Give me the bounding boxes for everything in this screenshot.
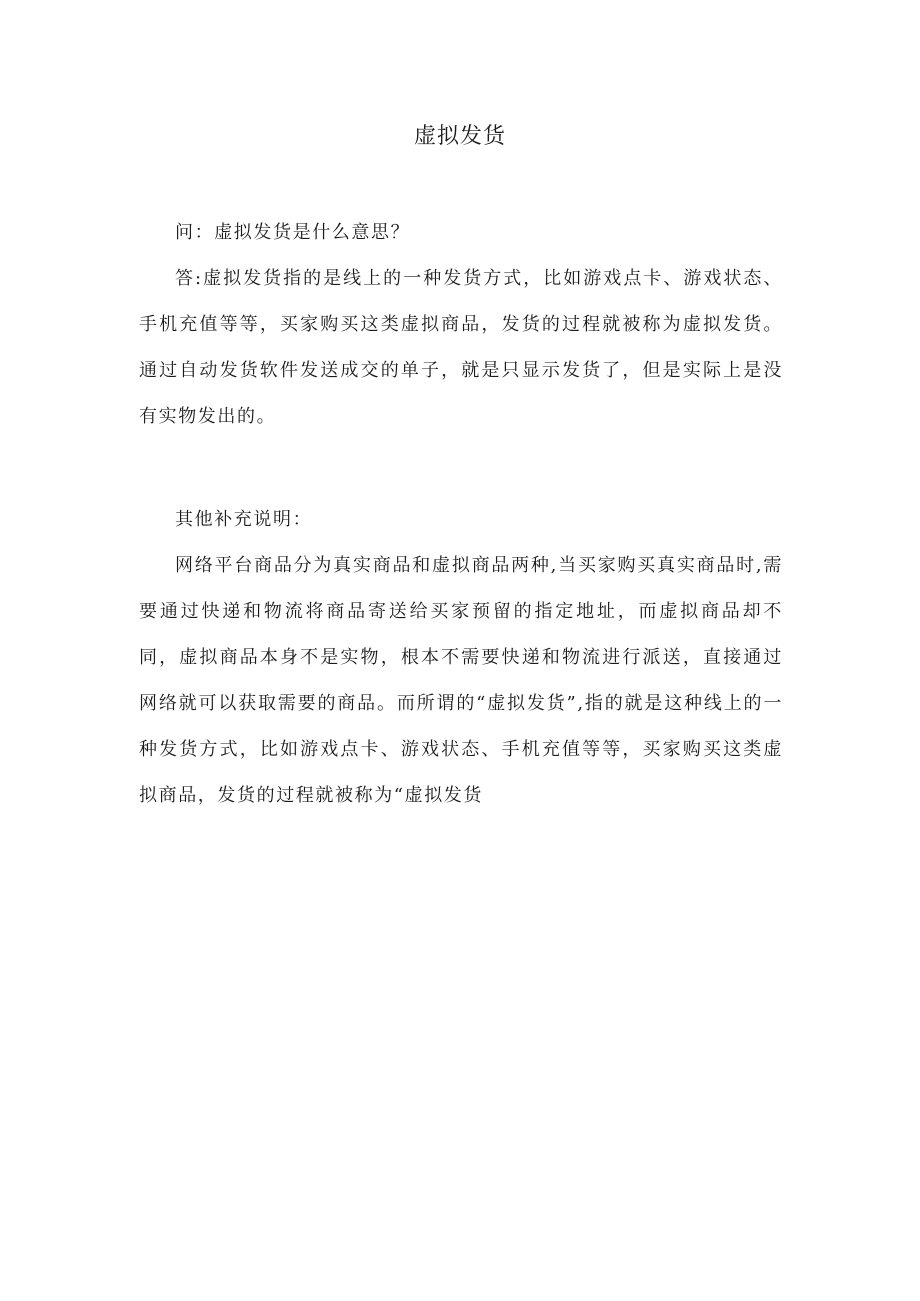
supplement-paragraph: 网络平台商品分为真实商品和虚拟商品两种,当买家购买真实商品时,需要通过快递和物流将商品寄送给买家预留的指定地址，而虚拟商品却不同，虚拟商品本身不是实物，根本不需要快递和物流进行派送，直接通过网络就可以获取需要的商品。而所谓的“虚拟发货”,指的就是这种线上的一种发货方式，比如游戏点卡、游戏状态、手机充值等等，买家购买这类虚拟商品，发货的过程就被称为“虚拟发货	[139, 555, 783, 806]
question-paragraph: 问：虚拟发货是什么意思？	[175, 222, 411, 243]
supplement-heading: 其他补充说明：	[175, 509, 313, 530]
answer-paragraph: 答:虚拟发货指的是线上的一种发货方式，比如游戏点卡、游戏状态、手机充值等等，买家购买这类虚拟商品，发货的过程就被称为虚拟发货。通过自动发货软件发送成交的单子，就是只显示发货了，但是实际上是没有实物发出的。	[139, 268, 783, 427]
qa-section	[139, 210, 783, 440]
supplement-section	[139, 497, 783, 819]
document-title: 虚拟发货	[413, 124, 506, 149]
